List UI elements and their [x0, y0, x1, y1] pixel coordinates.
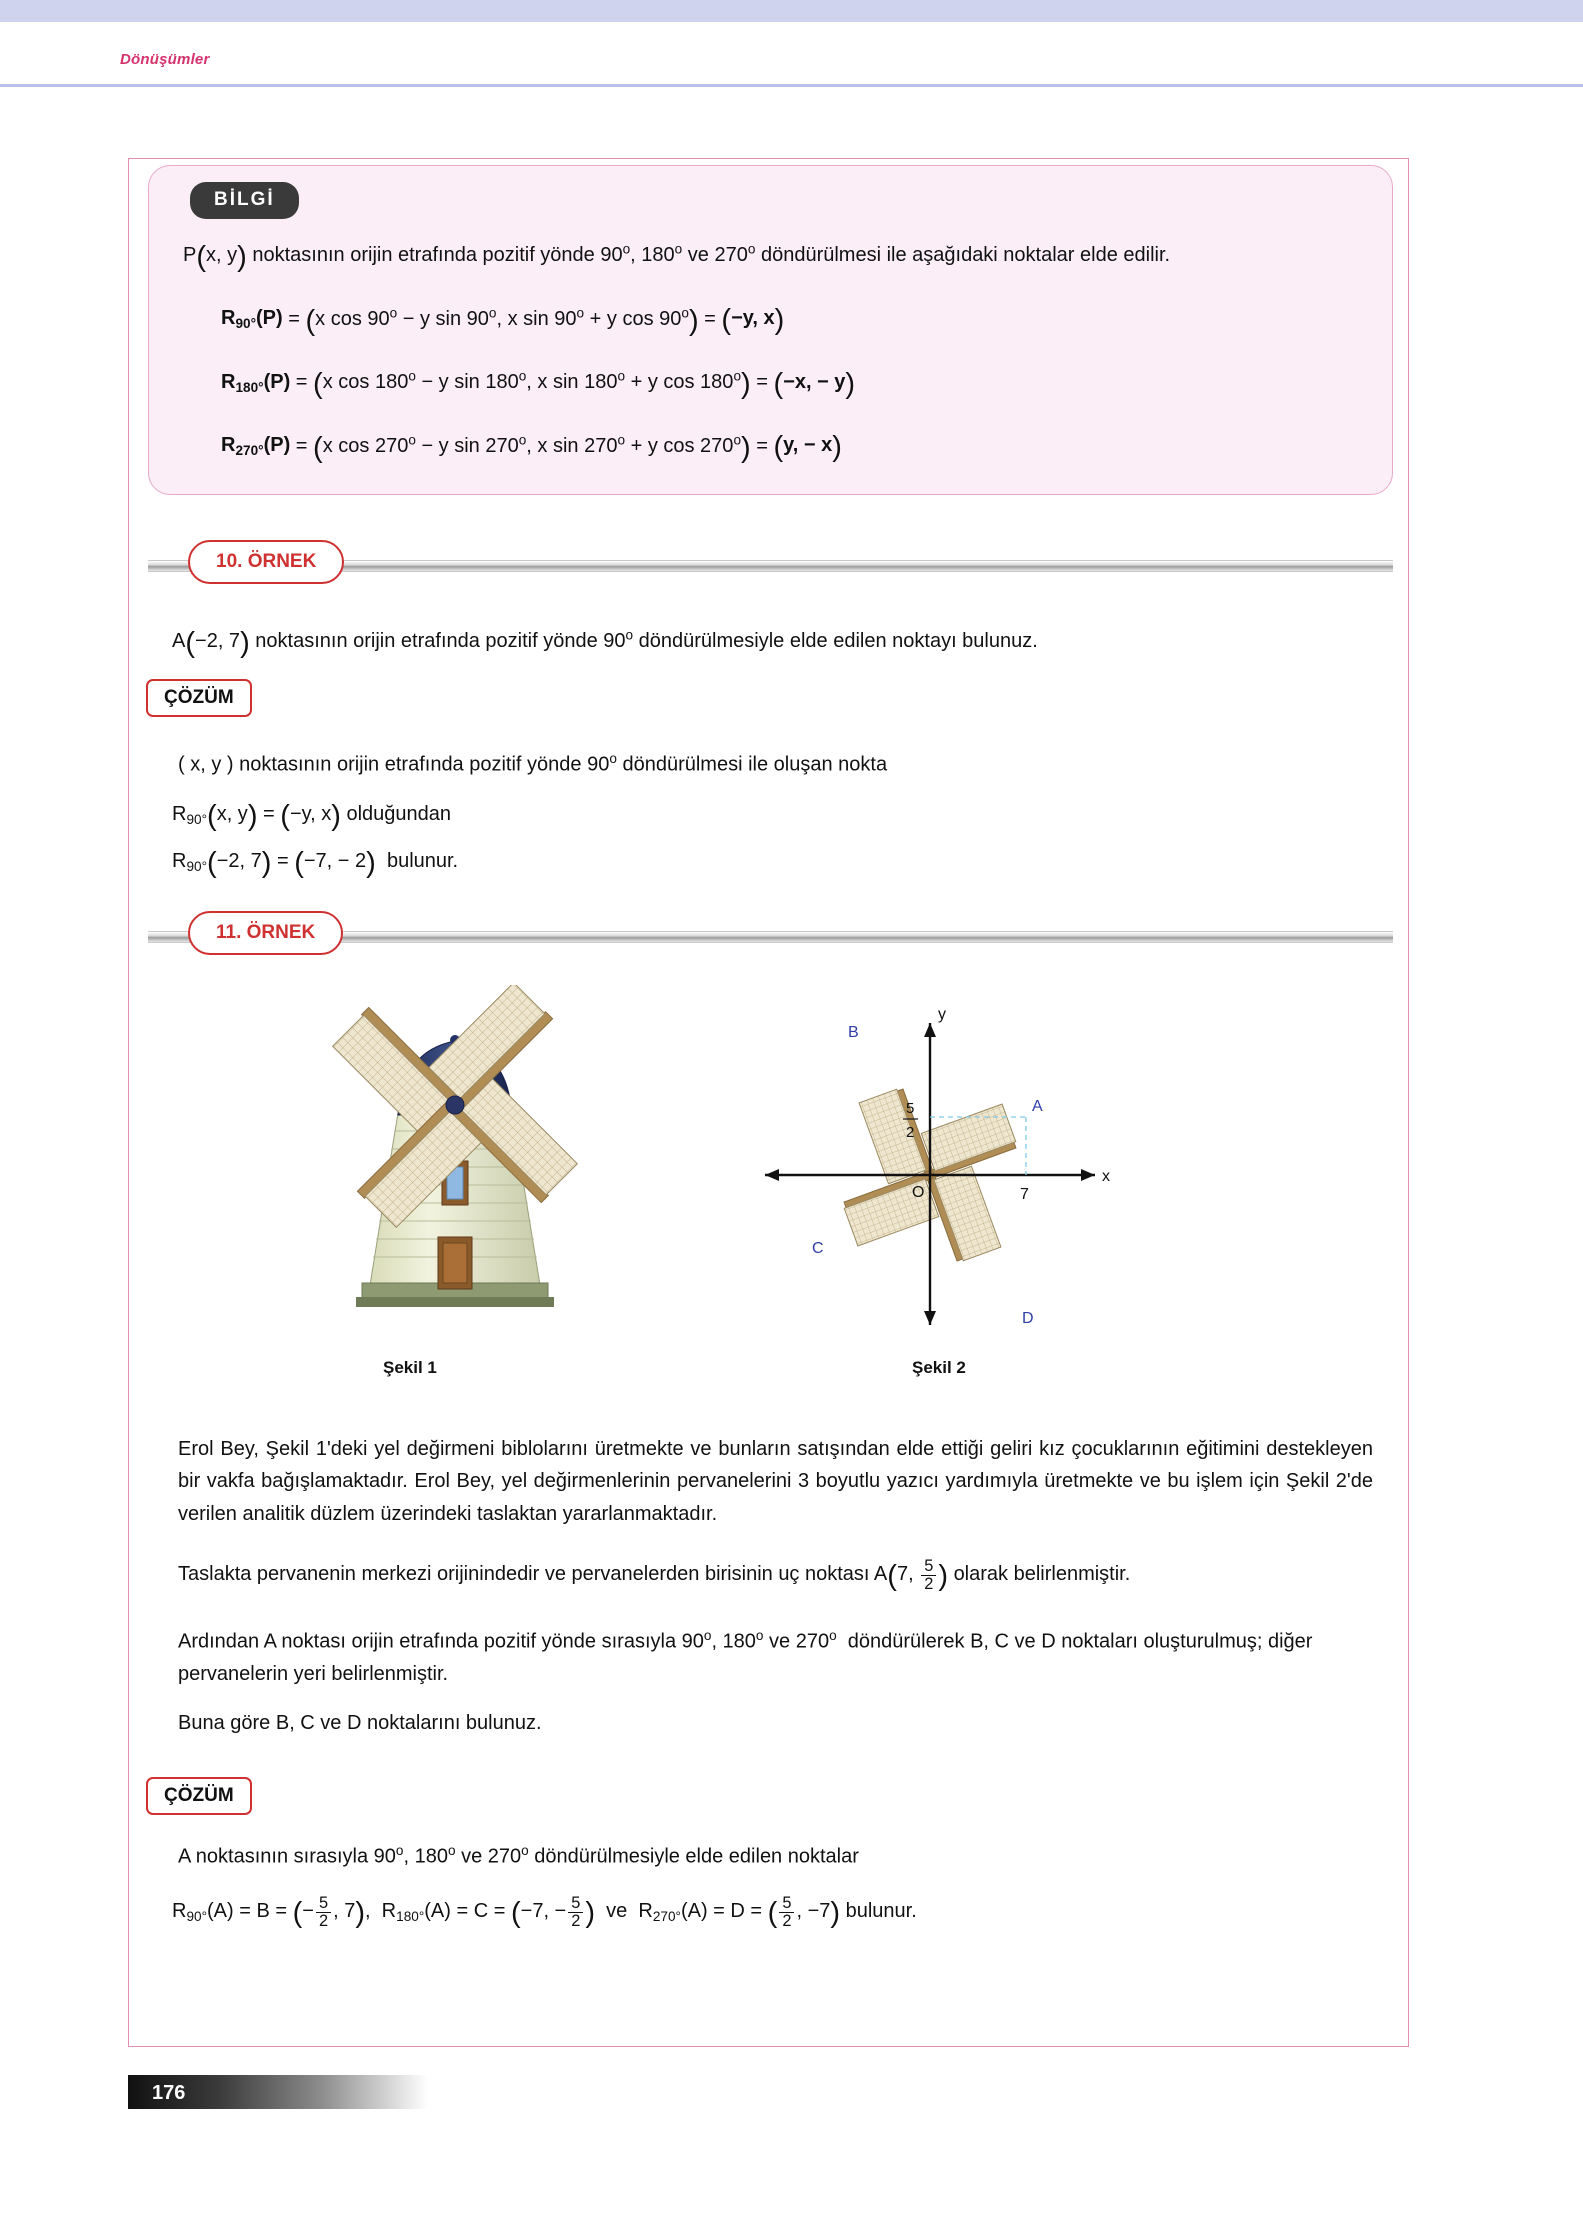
- info-intro-text: P(x, y) noktasının orijin etrafında pozitif yönde 90$^o$, 180$^o$ ve 270$^o$ döndürülmesi ile aşağıdaki noktalar elde edilir.: [183, 241, 1171, 273]
- figure-2-caption: Şekil 2: [912, 1358, 966, 1377]
- svg-text:y: y: [938, 1006, 946, 1023]
- info-equation-270: $R_{270^\circ}(P) = (x$ $\cos 270^o - y$ sin 270$^o$, x $\sin 270^o + y$ $\cos 270^o) = (y$, − x): [221, 431, 842, 464]
- example-10-question: A(−2, 7) noktasının orijin etrafında pozitif yönde 90$^o$ döndürülmesiyle elde edilen noktayı bulunuz.: [172, 627, 1038, 659]
- top-decoration-bar: [0, 0, 1583, 22]
- svg-text:2: 2: [906, 1124, 915, 1141]
- header-strip: [0, 22, 1583, 87]
- p2-after: olarak belirlenmiştir.: [953, 1562, 1131, 1585]
- example-11-paragraph-4: Buna göre B, C ve D noktalarını bulunuz.: [178, 1712, 542, 1734]
- windmill-illustration: [290, 985, 620, 1335]
- page-number: 176: [152, 2082, 186, 2104]
- example-10-solution-line-3: $R_{90^\circ}(-2$, 7) = (−7, − 2) bulunur.: [172, 847, 459, 879]
- figure-1-caption: Şekil 1: [383, 1358, 437, 1377]
- example-10-solution-line-1: ( x, y ) noktasının orijin etrafında pozitif yönde 90$^o$ döndürülmesi ile oluşan nokta: [178, 751, 888, 776]
- example-10-solution-line-2: $R_{90^\circ}(x$, y) = (−y, x) olduğundan: [172, 800, 452, 832]
- example-10-banner: [148, 551, 1393, 574]
- svg-text:A: A: [1032, 1098, 1043, 1115]
- svg-text:7: 7: [1020, 1186, 1029, 1203]
- info-box-body: [183, 236, 1368, 470]
- svg-text:B: B: [848, 1024, 859, 1041]
- svg-text:x: x: [1102, 1168, 1110, 1185]
- info-box-tag: BİLGİ: [190, 182, 299, 219]
- info-equation-180: $R_{180^\circ}(P) = (x$ $\cos 180^o - y$ sin 180$^o$, x $\sin 180^o + y$ $\cos 180^o) = (-x$, − y): [221, 368, 856, 400]
- example-11-paragraph-2: Taslakta pervanenin merkezi orijinindedir ve pervanelerden birisinin uç noktası A(7, $\frac{5}{2}$ ) olarak belirlenmiştir.: [178, 1556, 1131, 1593]
- example-11-paragraph-3: Ardından A noktası orijin etrafında pozitif yönde sırasıyla 90$^o$, 180$^o$ ve 270$^o$ döndürülerek B, C ve D noktaları oluşturulmuş; diğer pervanelerin yeri belirlenmiştir.: [178, 1628, 1313, 1685]
- example-11-banner: [148, 922, 1393, 945]
- p2-before: Taslakta pervanenin merkezi orijinindedir ve pervanelerden birisinin uç noktası A: [178, 1562, 888, 1585]
- analytic-plane-figure: [740, 985, 1160, 1335]
- solution-tag-10: ÇÖZÜM: [146, 679, 252, 717]
- example-11-paragraph-1: Erol Bey, Şekil 1'deki yel değirmeni biblolarını üretmekte ve bunların satışından elde ettiği geliri kız çocuklarının eğitimini destekleyen bir vakfa bağışlamaktadır. Erol Bey, yel değirmenlerinin pervanelerini 3 boyutlu yazıcı yardımıyla üretmekte ve bu işlem için Şekil 2'de verilen analitik düzlem üzerindeki taslaktan yararlanmaktadır.: [178, 1438, 1373, 1525]
- chapter-title: Dönüşümler: [120, 51, 210, 68]
- svg-text:5: 5: [906, 1100, 915, 1117]
- example-11-solution-line-2: $R_{90^\circ}(A) = B$ = (− $\frac{5}{2}$ , 7), $R_{180^\circ}(A) = C = (-7$, − $\frac{5}{2}$ ) ve $R_{270^\circ}(A) = D$ = ( $\frac{5}{2}$ , −7) bulunur.: [172, 1893, 917, 1930]
- example-11-solution-line-1: A noktasının sırasıyla 90$^o$, 180$^o$ ve 270$^o$ döndürülmesiyle elde edilen noktalar: [178, 1843, 859, 1868]
- example-11-label: 11. ÖRNEK: [188, 911, 343, 955]
- svg-text:D: D: [1022, 1310, 1034, 1327]
- svg-text:O: O: [912, 1184, 925, 1201]
- solution-tag-11: ÇÖZÜM: [146, 1777, 252, 1815]
- svg-text:C: C: [812, 1240, 824, 1257]
- example-10-label: 10. ÖRNEK: [188, 540, 344, 584]
- info-equation-90: $R_{90^\circ}(P) = (x$ $\cos 90^o - y$ sin 90$^o$, x $\sin 90^o + y$ $\cos 90^o) = (-y$, x): [221, 304, 785, 337]
